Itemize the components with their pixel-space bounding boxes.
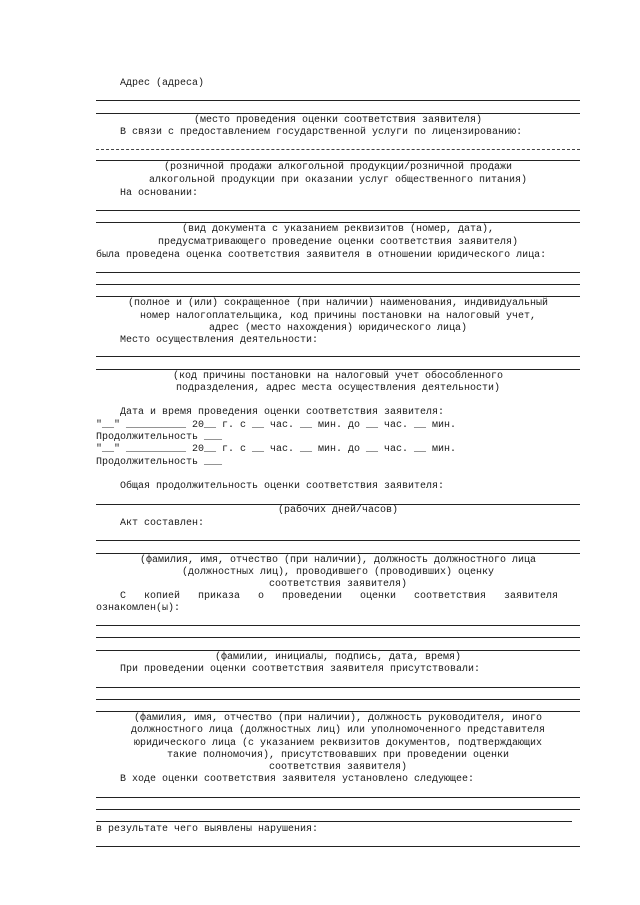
caption-officials-2: (должностных лиц), проводившего (проводивших) оценку	[181, 567, 495, 578]
entity-line-1	[96, 272, 580, 273]
caption-present-5: соответствия заявителя)	[268, 762, 408, 773]
order-statement-cont: ознакомлен(ы):	[96, 603, 181, 614]
entity-line: была проведена оценка соответствия заявителя в отношении юридического лица:	[96, 250, 547, 261]
datetime-label: Дата и время проведения оценки соответствия заявителя:	[120, 407, 445, 418]
caption-officials-1: (фамилия, имя, отчество (при наличии), должность должностного лица	[139, 555, 537, 566]
order-line-3	[96, 650, 580, 651]
act-line-1	[96, 540, 580, 541]
caption-retail-2: алкогольной продукции при оказании услуг общественного питания)	[148, 175, 528, 186]
basis-line-2	[96, 222, 580, 223]
order-line-1	[96, 625, 580, 626]
caption-sign: (фамилии, инициалы, подпись, дата, время)	[214, 652, 462, 663]
caption-entity-3: адрес (место нахождения) юридического лица)	[208, 323, 468, 334]
act-label: Акт составлен:	[120, 518, 205, 529]
caption-days: (рабочих дней/часов)	[277, 505, 399, 516]
caption-doc-1: (вид документа с указанием реквизитов (номер, дата),	[181, 224, 495, 235]
address-line-2	[96, 113, 580, 114]
basis-line-1	[96, 210, 580, 211]
service-line: В связи с предоставлением государственной услуги по лицензированию:	[120, 127, 523, 138]
duration-2: Продолжительность ___	[96, 457, 223, 468]
caption-present-1: (фамилия, имя, отчество (при наличии), должность руководителя, иного	[133, 713, 543, 724]
act-line-2	[96, 553, 580, 554]
entity-line-3	[96, 296, 580, 297]
address-line-1	[96, 100, 580, 101]
date-row-1: "__" __________ 20__ г. с __ час. __ мин. до __ час. __ мин.	[96, 420, 457, 431]
findings-line-1	[96, 797, 580, 798]
present-line-2	[96, 699, 580, 700]
caption-doc-2: предусматривающего проведение оценки соответствия заявителя)	[157, 237, 519, 248]
basis-label: На основании:	[120, 188, 199, 199]
present-line-1	[96, 687, 580, 688]
caption-place: (место проведения оценки соответствия заявителя)	[193, 115, 483, 126]
address-label: Адрес (адреса)	[120, 78, 205, 89]
service-line-2	[96, 160, 580, 161]
caption-present-4: такие полномочия), присутствовавших при проведении оценки	[166, 750, 510, 761]
entity-line-2	[96, 284, 580, 285]
duration-1: Продолжительность ___	[96, 432, 223, 443]
caption-branch-2: подразделения, адрес места осуществления деятельности)	[175, 383, 501, 394]
findings-line-3	[96, 821, 572, 822]
caption-present-2: должностного лица (должностных лиц) или уполномоченного представителя	[130, 725, 546, 736]
service-line-1	[96, 149, 580, 150]
caption-retail-1: (розничной продажи алкогольной продукции/розничной продажи	[163, 162, 513, 173]
caption-entity-2: номер налогоплательщика, код причины постановки на налоговый учет,	[139, 311, 537, 322]
order-line-2	[96, 637, 580, 638]
caption-present-3: юридического лица (с указанием реквизитов документов, подтверждающих	[133, 738, 543, 749]
violations-label: в результате чего выявлены нарушения:	[96, 824, 319, 835]
present-label: При проведении оценки соответствия заявителя присутствовали:	[120, 664, 481, 675]
violations-line-1	[96, 846, 580, 847]
caption-entity-1: (полное и (или) сокращенное (при наличии) наименования, индивидуальный	[127, 298, 549, 309]
activity-label: Место осуществления деятельности:	[120, 335, 319, 346]
caption-branch-1: (код причины постановки на налоговый учет обособленного	[172, 371, 504, 382]
caption-officials-3: соответствия заявителя)	[268, 579, 408, 590]
activity-line-1	[96, 356, 580, 357]
date-row-2: "__" __________ 20__ г. с __ час. __ мин. до __ час. __ мин.	[96, 444, 457, 455]
total-label: Общая продолжительность оценки соответствия заявителя:	[120, 481, 445, 492]
findings-line-2	[96, 809, 580, 810]
present-line-3	[96, 711, 580, 712]
order-statement: С копией приказа о проведении оценки соответствия заявителя	[120, 591, 559, 602]
findings-label: В ходе оценки соответствия заявителя установлено следующее:	[120, 774, 475, 785]
activity-line-2	[96, 369, 580, 370]
